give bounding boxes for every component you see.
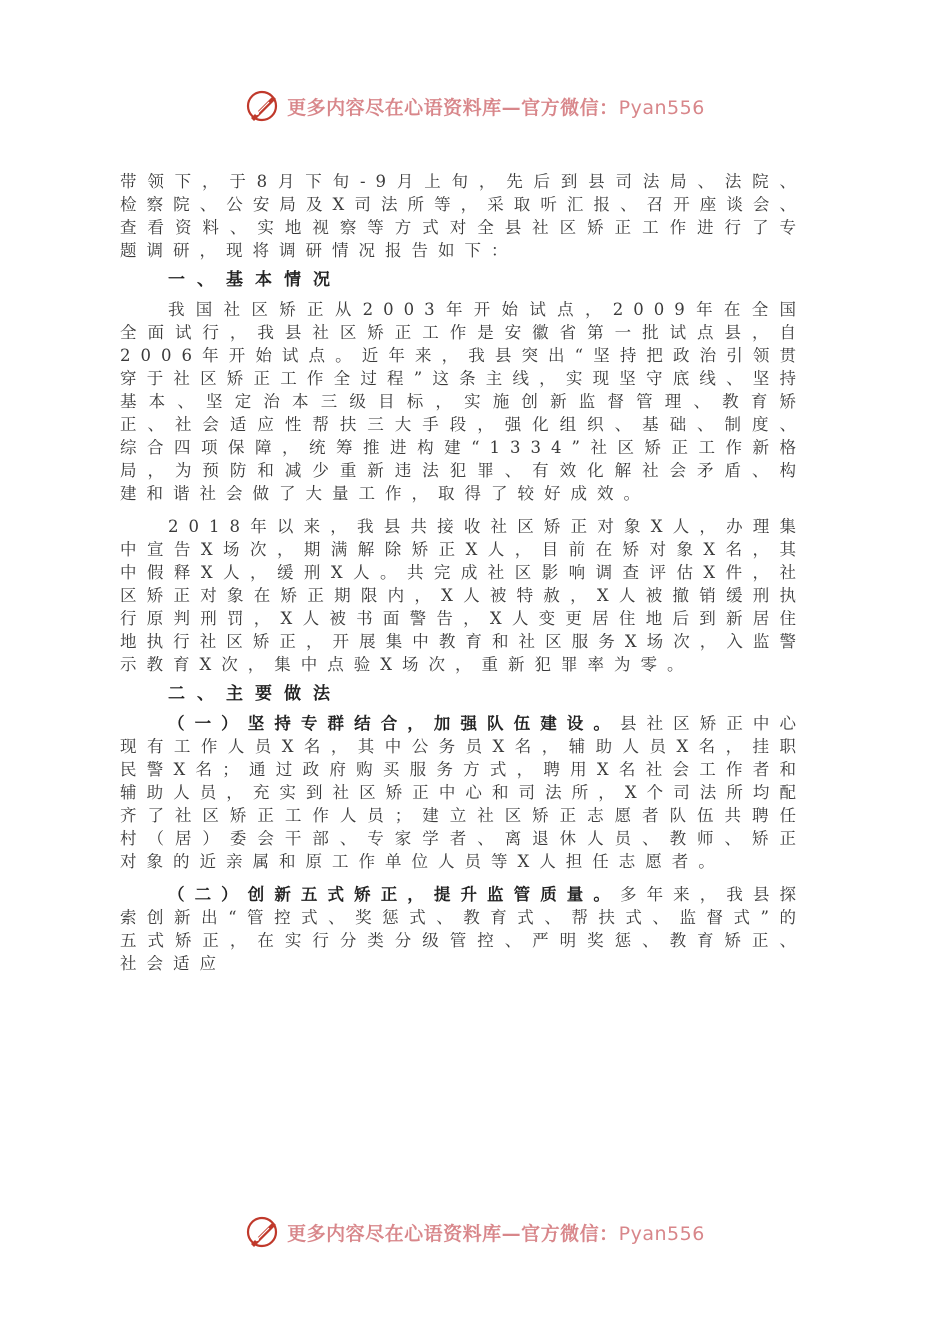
section-heading: 二、主要做法 (168, 684, 342, 704)
paragraph (120, 883, 806, 975)
paragraph (120, 712, 806, 873)
paragraph: 2018年以来，我县共接收社区矫正对象X人，办理集中宣告X场次，期满解除矫正X人，目前在矫对象X名，其中假释X人，缓刑X人。共完成社区影响调查评估X件，社区矫正对象在矫正期限内，X人被特赦，X人被撤销缓刑执行原判刑罚，X人被书面警告，X人变更居住地后到新居住地执行社区矫正，开展集中教育和社区服务X场次，入监警示教育X次，集中点验X场次，重新犯罪率为零。 (120, 517, 806, 674)
document-body (120, 170, 806, 975)
pen-logo-icon (245, 88, 281, 124)
paragraph: 我国社区矫正从2003年开始试点，2009年在全国全面试行，我县社区矫正工作是安徽省第一批试点县，自2006年开始试点。近年来，我县突出“坚持把政治引领贯穿于社区矫正工作全过程”这条主线，实现坚守底线、坚持基本、坚定治本三级目标，实施创新监督管理、教育矫正、社会适应性帮扶三大手段，强化组织、基础、制度、综合四项保障，统筹推进构建“1334”社区矫正工作新格局，为预防和减少重新违法犯罪、有效化解社会矛盾、构建和谐社会做了大量工作，取得了较好成效。 (120, 300, 806, 503)
footer-banner (0, 1212, 950, 1252)
paragraph: 带领下，于8月下旬-9月上旬，先后到县司法局、法院、检察院、公安局及X司法所等，采取听汇报、召开座谈会、查看资料、实地视察等方式对全县社区矫正工作进行了专题调研，现将调研情况报告如下： (120, 172, 806, 260)
banner-text: 更多内容尽在心语资料库—官方微信：Pyan556 (287, 96, 705, 119)
subheading: （一）坚持专群结合，加强队伍建设。 (168, 714, 620, 733)
subheading: （二）创新五式矫正，提升监管质量。 (168, 885, 620, 904)
banner-text: 更多内容尽在心语资料库—官方微信：Pyan556 (287, 1222, 705, 1245)
section-heading: 一、基本情况 (168, 270, 342, 290)
paragraph-text: 多年来，我县探索创新出“管控式、奖惩式、教育式、帮扶式、监督式”的五式矫正，在实行分类分级管控、严明奖惩、教育矫正、社会适应 (120, 885, 807, 973)
pen-logo-icon (245, 1214, 281, 1250)
paragraph-text: 县社区矫正中心现有工作人员X名，其中公务员X名，辅助人员X名，挂职民警X名；通过政府购买服务方式，聘用X名社会工作者和辅助人员，充实到社区矫正中心和司法所，X个司法所均配齐了社区矫正工作人员；建立社区矫正志愿者队伍共聘任村（居）委会干部、专家学者、离退休人员、教师、矫正对象的近亲属和原工作单位人员等X人担任志愿者。 (120, 714, 807, 871)
header-banner (0, 86, 950, 126)
